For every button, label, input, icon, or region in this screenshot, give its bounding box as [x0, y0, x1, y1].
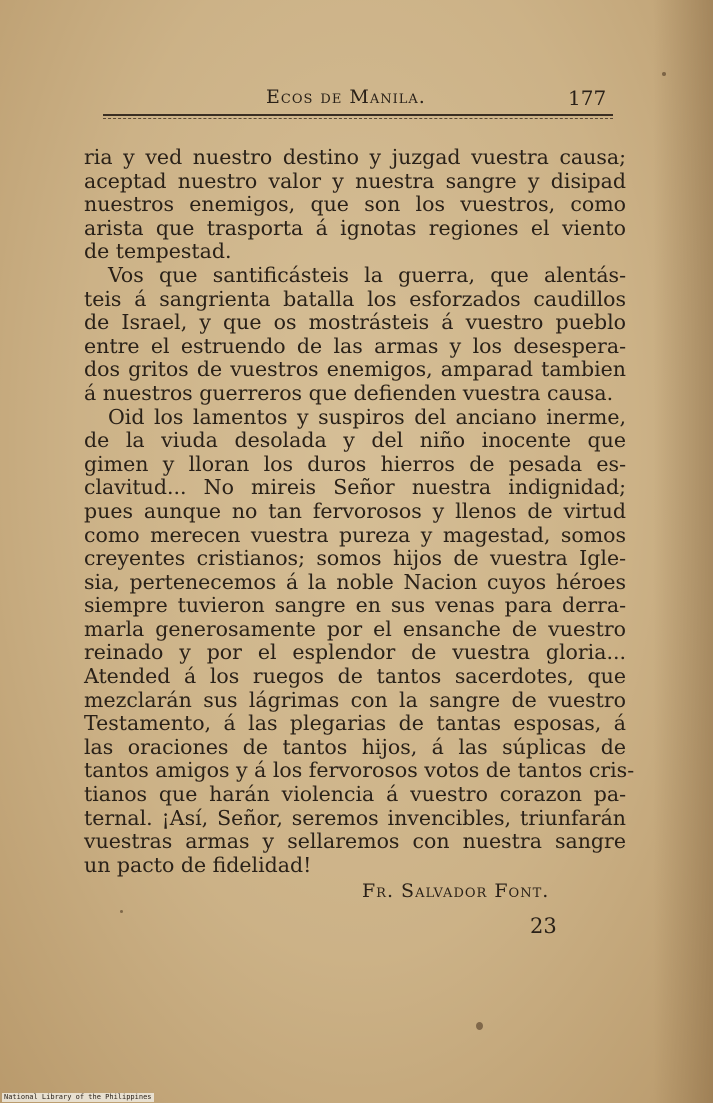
text-line: ria y ved nuestro destino y juzgad vuestra causa;: [84, 145, 626, 169]
text-line: teis á sangrienta batalla los esforzados caudillos: [84, 286, 626, 311]
text-line: sia, pertenecemos á la noble Nacion cuyos héroes: [84, 569, 626, 594]
text-line: de tempestad.: [84, 239, 232, 264]
text-line: de Israel, y que os mostrásteis á vuestro pueblo: [84, 310, 626, 335]
ink-spot: [476, 1022, 483, 1030]
text-line: gimen y lloran los duros hierros de pesada es-: [84, 451, 626, 476]
text-line: aceptad nuestro valor y nuestra sangre y disipad: [84, 168, 626, 193]
text-line: un pacto de fidelidad!: [84, 852, 312, 877]
text-line: Testamento, á las plegarias de tantas esposas, á: [84, 711, 626, 736]
library-credit: National Library of the Philippines: [4, 1093, 152, 1101]
text-line: marla generosamente por el ensanche de vuestro: [84, 616, 626, 641]
text-line: á nuestros guerreros que defienden vuestra causa.: [84, 380, 614, 405]
text-line: dos gritos de vuestros enemigos, amparad tambien: [84, 357, 626, 382]
text-line: arista que trasporta á ignotas regiones el viento: [84, 215, 626, 240]
text-line: tantos amigos y á los fervorosos votos de tantos cris-: [84, 758, 635, 783]
body-text: [84, 145, 635, 877]
page-header: [0, 86, 713, 116]
header-rule: [103, 114, 613, 116]
ink-spot: [120, 910, 123, 913]
paragraph-start-line: Oid los lamentos y suspiros del anciano inerme,: [108, 404, 626, 429]
text-line: reinado y por el esplendor de vuestra gloria...: [84, 640, 626, 665]
page-edge-shadow: [653, 0, 713, 1103]
ink-spot: [662, 72, 666, 76]
signature-mark: 23: [530, 914, 557, 938]
text-line: mezclarán sus lágrimas con la sangre de vuestro: [84, 687, 626, 712]
page-number: 177: [568, 86, 607, 110]
text-line: tianos que harán violencia á vuestro corazon pa-: [84, 782, 626, 807]
text-line: nuestros enemigos, que son los vuestros, como: [84, 192, 626, 217]
text-line: siempre tuvieron sangre en sus venas para derra-: [84, 593, 626, 618]
text-line: vuestras armas y sellaremos con nuestra sangre: [84, 829, 626, 854]
author-signature: Fr. Salvador Font.: [362, 880, 550, 902]
text-line: pues aunque no tan fervorosos y llenos de virtud: [84, 498, 626, 523]
text-line: clavitud... No mireis Señor nuestra indignidad;: [84, 475, 626, 500]
text-line: como merecen vuestra pureza y magestad, somos: [84, 522, 626, 547]
text-line: entre el estruendo de las armas y los desespera-: [84, 333, 626, 358]
running-title: Ecos de Manila.: [266, 86, 426, 108]
text-line: creyentes cristianos; somos hijos de vuestra Igle-: [84, 546, 626, 571]
text-line: de la viuda desolada y del niño inocente que: [84, 428, 626, 453]
paragraph-start-line: Vos que santificásteis la guerra, que alentás-: [108, 262, 626, 287]
header-rule-secondary: [103, 118, 613, 119]
text-line: Atended á los ruegos de tantos sacerdotes, que: [84, 664, 626, 689]
text-line: las oraciones de tantos hijos, á las súplicas de: [84, 734, 626, 759]
text-line: ternal. ¡Así, Señor, seremos invencibles, triunfarán: [84, 805, 626, 830]
